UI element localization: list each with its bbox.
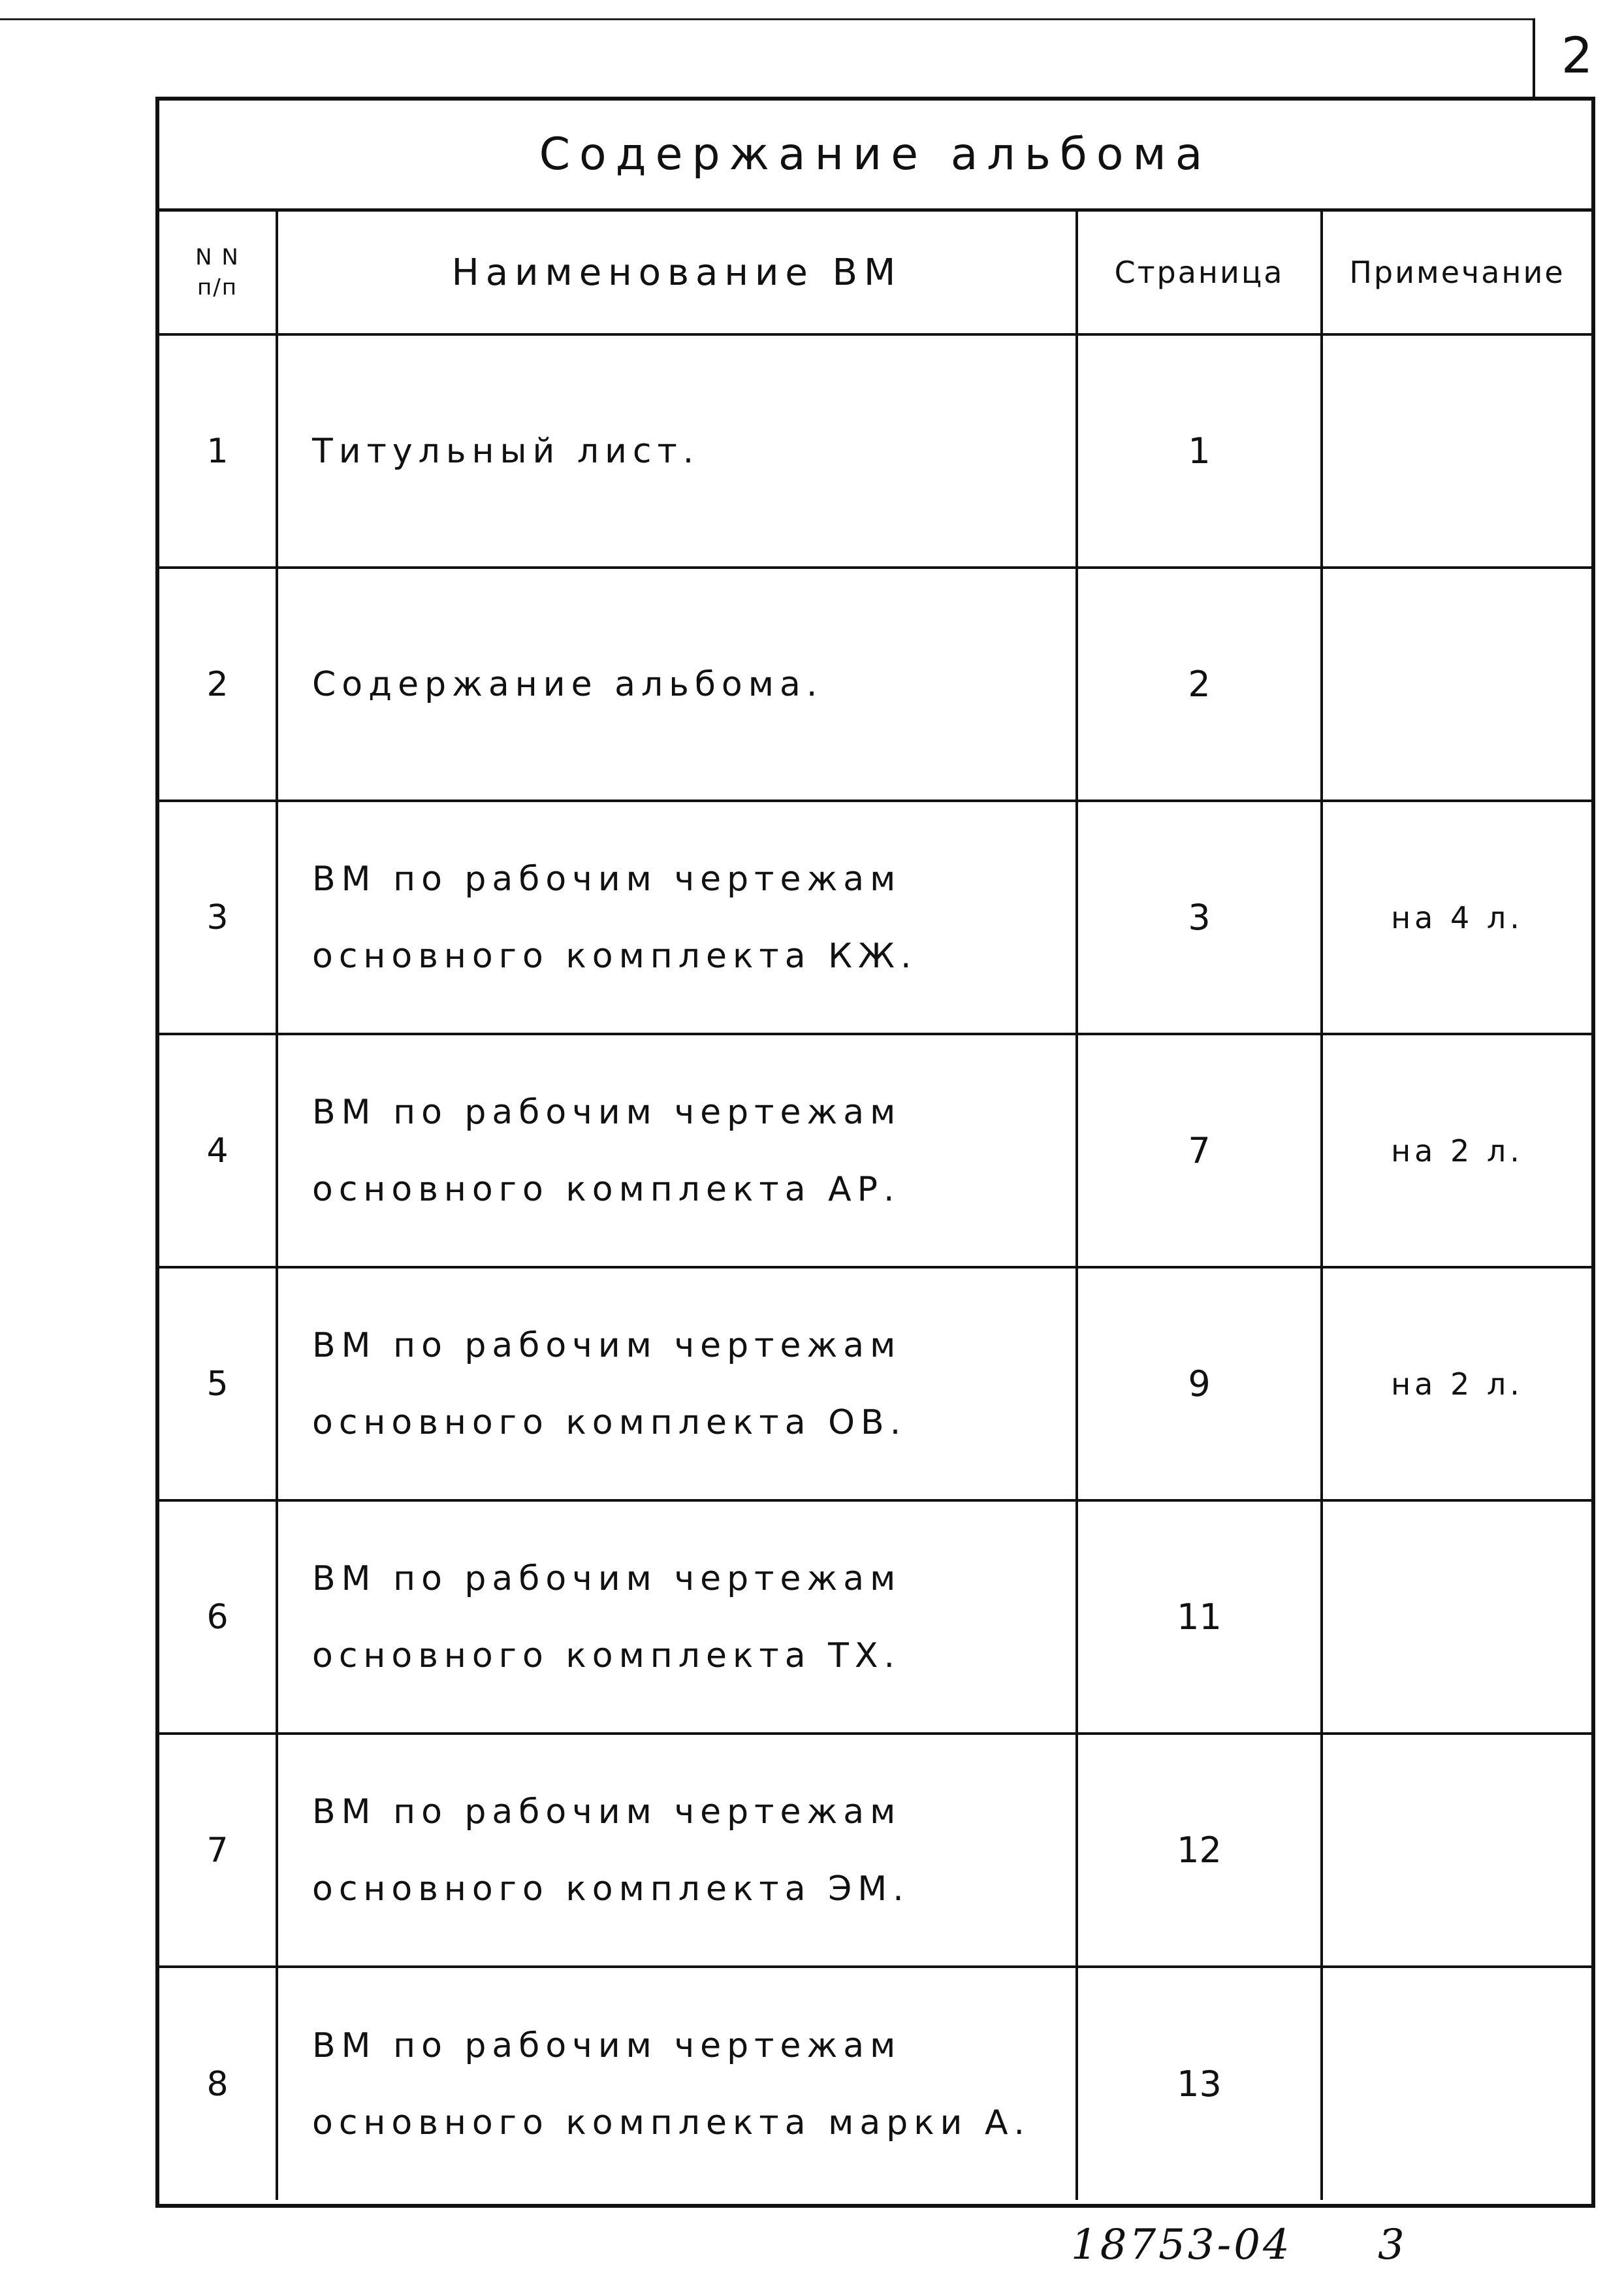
table-header-row [159, 212, 1591, 334]
row-note [1322, 1967, 1591, 2200]
row-name-line1: ВМ по рабочим чертежам [312, 1792, 902, 1832]
row-name [277, 1500, 1077, 1734]
row-name [277, 1734, 1077, 1967]
row-name-line1: ВМ по рабочим чертежам [312, 1559, 902, 1598]
row-name-line1: Содержание альбома. [312, 664, 823, 704]
table-row [159, 334, 1591, 568]
row-name-line2: основного комплекта ЭМ. [312, 1869, 910, 1909]
row-name [277, 1267, 1077, 1500]
row-note: на 2 л. [1322, 1267, 1591, 1500]
row-name-line1: ВМ по рабочим чертежам [312, 2026, 902, 2065]
row-name [277, 801, 1077, 1034]
top-border-line [0, 18, 1535, 20]
row-name [277, 1967, 1077, 2200]
document-code: 18753-04 [1071, 2221, 1292, 2269]
row-number: 6 [159, 1500, 277, 1734]
row-note [1322, 1734, 1591, 1967]
header-number-line1: N N [195, 244, 240, 270]
row-page: 12 [1077, 1734, 1322, 1967]
footer-page-number: 3 [1378, 2221, 1405, 2269]
row-name [277, 568, 1077, 801]
page-title: Содержание альбома [159, 101, 1591, 212]
row-number: 3 [159, 801, 277, 1034]
row-name-line1: ВМ по рабочим чертежам [312, 1325, 902, 1365]
row-page: 1 [1077, 334, 1322, 568]
sheet-number: 2 [1561, 26, 1593, 84]
row-page: 2 [1077, 568, 1322, 801]
contents-frame [155, 97, 1595, 2208]
header-number [159, 212, 277, 334]
row-note [1322, 334, 1591, 568]
row-name-line2: основного комплекта АР. [312, 1169, 900, 1209]
header-page: Страница [1077, 212, 1322, 334]
row-number: 1 [159, 334, 277, 568]
header-note: Примечание [1322, 212, 1591, 334]
table-row [159, 1500, 1591, 1734]
row-note: на 4 л. [1322, 801, 1591, 1034]
row-page: 13 [1077, 1967, 1322, 2200]
table-row [159, 568, 1591, 801]
row-name-line1: ВМ по рабочим чертежам [312, 859, 902, 899]
row-name-line2: основного комплекта ОВ. [312, 1402, 907, 1442]
row-name-line2: основного комплекта марки А. [312, 2103, 1031, 2142]
row-note: на 2 л. [1322, 1034, 1591, 1267]
row-name-line1: Титульный лист. [312, 431, 700, 471]
row-name [277, 1034, 1077, 1267]
row-page: 7 [1077, 1034, 1322, 1267]
row-note [1322, 1500, 1591, 1734]
row-page: 3 [1077, 801, 1322, 1034]
table-row [159, 801, 1591, 1034]
row-page: 11 [1077, 1500, 1322, 1734]
header-name: Наименование ВМ [277, 212, 1077, 334]
row-number: 8 [159, 1967, 277, 2200]
table-row [159, 1267, 1591, 1500]
table-row [159, 1734, 1591, 1967]
row-number: 5 [159, 1267, 277, 1500]
row-number: 4 [159, 1034, 277, 1267]
row-name-line2: основного комплекта КЖ. [312, 936, 917, 976]
row-number: 2 [159, 568, 277, 801]
row-name-line1: ВМ по рабочим чертежам [312, 1092, 902, 1132]
table-row [159, 1034, 1591, 1267]
row-note [1322, 568, 1591, 801]
table-row [159, 1967, 1591, 2200]
row-name-line2: основного комплекта ТХ. [312, 1636, 901, 1675]
row-name [277, 334, 1077, 568]
row-number: 7 [159, 1734, 277, 1967]
contents-table [159, 212, 1591, 2200]
header-number-line2: п/п [197, 274, 238, 300]
row-page: 9 [1077, 1267, 1322, 1500]
